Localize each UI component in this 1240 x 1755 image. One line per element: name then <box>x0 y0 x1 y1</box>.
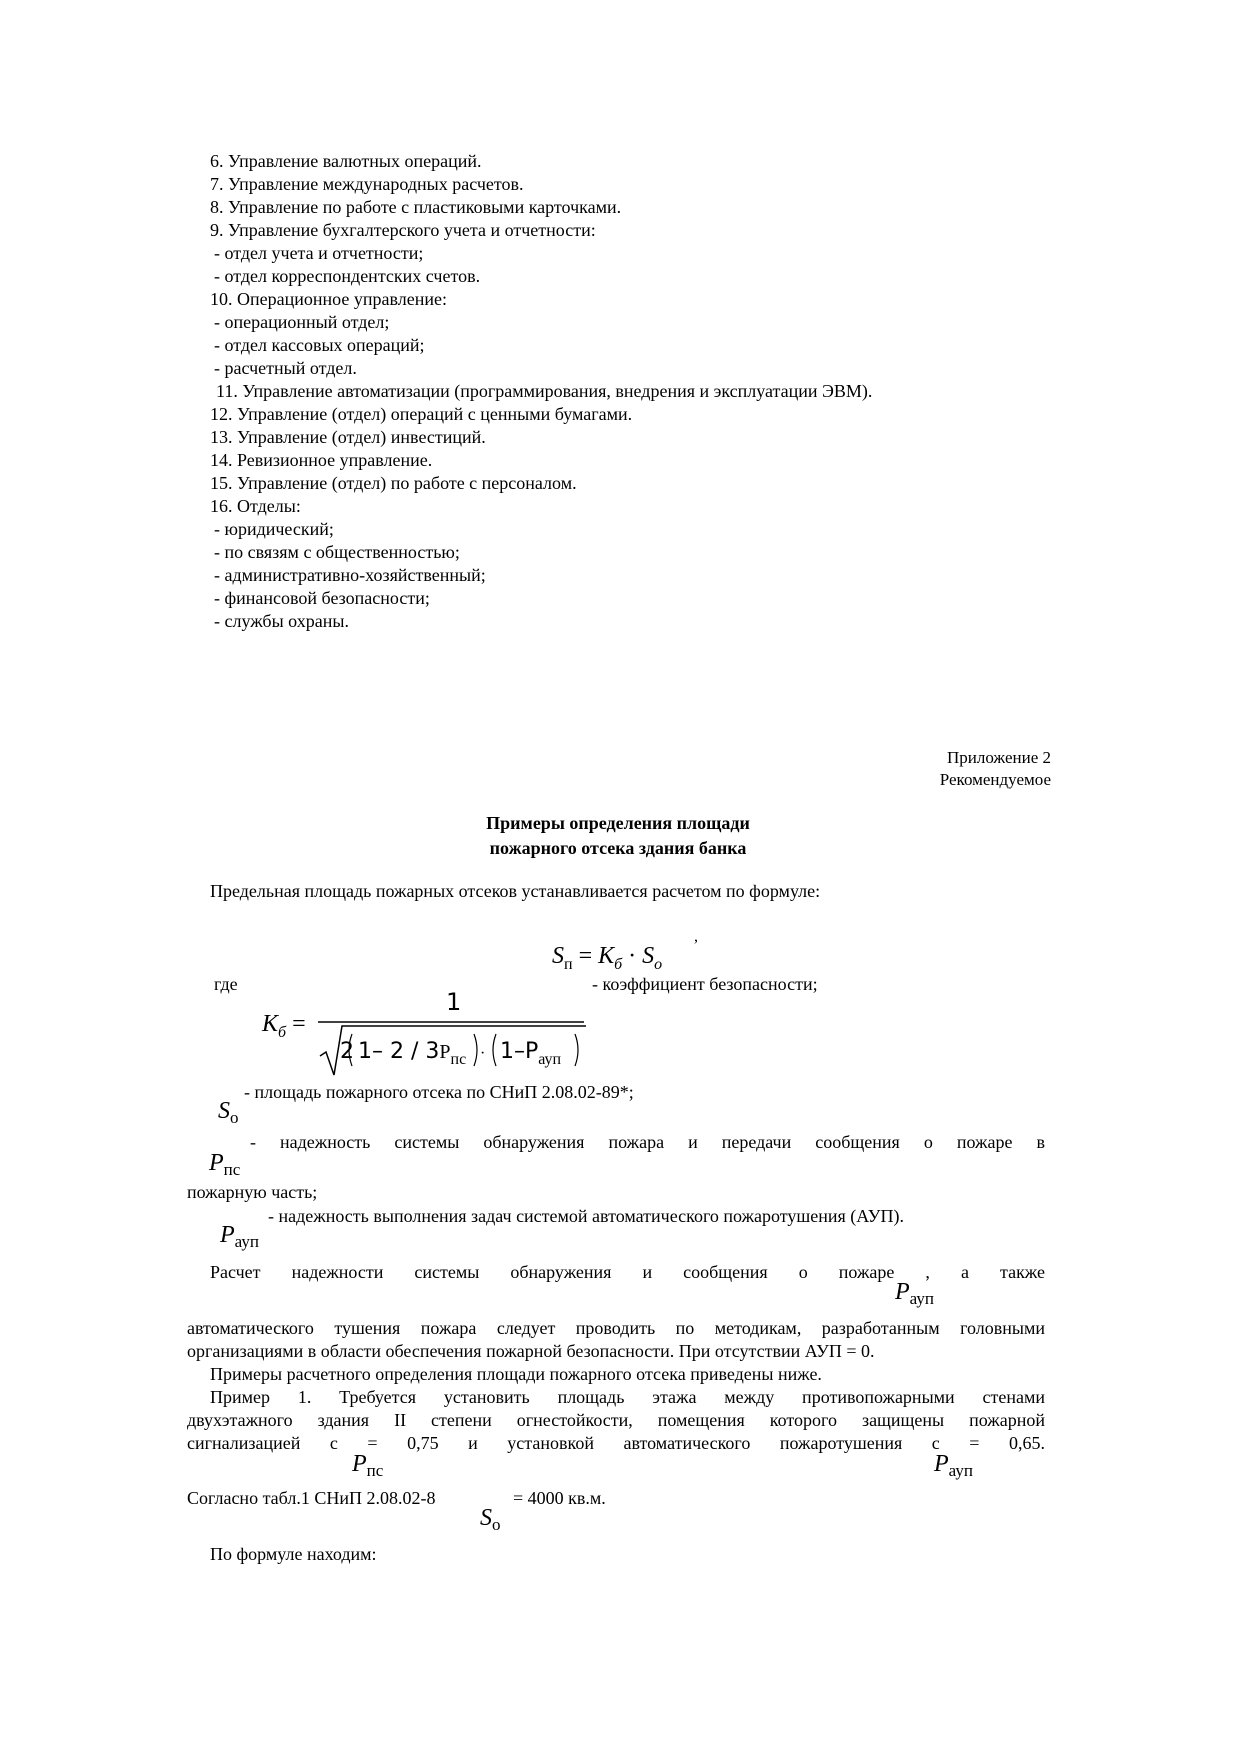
where-label: где <box>214 974 238 994</box>
list-subitem: - операционный отдел; <box>214 312 390 332</box>
paren-right <box>575 1034 578 1066</box>
symbol-sub: ауп <box>948 1461 973 1480</box>
intro-paragraph: Предельная площадь пожарных отсеков устанавливается расчетом по формуле: <box>210 881 821 901</box>
symbol-S: S <box>552 943 564 969</box>
symbol-paup <box>934 1451 973 1484</box>
appendix-status: Рекомендуемое <box>939 770 1051 789</box>
radicand-part: 1–Р <box>500 1039 539 1064</box>
list-item-9: 9. Управление бухгалтерского учета и отчетности: <box>210 220 596 240</box>
list-subitem: - расчетный отдел. <box>214 358 357 378</box>
symbol-sub: п <box>564 956 573 973</box>
section-title-line2: пожарного отсека здания банка <box>489 838 747 858</box>
section-title-line1: Примеры определения площади <box>486 813 750 833</box>
radicand <box>358 1038 466 1074</box>
symbol-pps <box>352 1451 383 1484</box>
kb-description: - коэффициент безопасности; <box>592 974 818 994</box>
symbol-P: P <box>220 1222 235 1248</box>
radicand <box>500 1038 561 1074</box>
symbol-so <box>218 1098 239 1131</box>
calc-paragraph-line2: автоматического тушения пожара следует проводить по методикам, разработанным головными <box>187 1318 1045 1338</box>
list-item-14: 14. Ревизионное управление. <box>210 450 433 470</box>
symbol-sub: пс <box>450 1051 467 1068</box>
symbol-sub: ауп <box>234 1232 259 1251</box>
list-item-12: 12. Управление (отдел) операций с ценными бумагами. <box>210 404 633 424</box>
symbol-sub: ауп <box>538 1051 562 1068</box>
appendix-number: Приложение 2 <box>947 748 1051 767</box>
formula-comma: , <box>694 928 698 945</box>
list-subitem: - службы охраны. <box>214 611 349 631</box>
symbol-K: K <box>598 943 615 969</box>
list-item-11: 11. Управление автоматизации (программирования, внедрения и эксплуатации ЭВМ). <box>216 381 873 401</box>
examples-intro: Примеры расчетного определения площади пожарного отсека приведены ниже. <box>210 1364 822 1384</box>
calc-paragraph-line1: Расчет надежности системы обнаружения и сообщения о пожаре , а также <box>210 1262 1045 1282</box>
paren-right <box>474 1034 477 1066</box>
symbol-sub: о <box>654 956 663 973</box>
radicand-part: 2 <box>340 1039 354 1064</box>
so-description: - площадь пожарного отсека по СНиП 2.08.02-89*; <box>244 1082 634 1102</box>
radicand-part: 1– 2 / 3 <box>358 1039 440 1064</box>
list-item-15: 15. Управление (отдел) по работе с персоналом. <box>210 473 577 493</box>
pps-description: - надежность системы обнаружения пожара и передачи сообщения о пожаре в <box>250 1132 1045 1152</box>
list-subitem: - отдел учета и отчетности; <box>214 243 424 263</box>
list-subitem: - отдел корреспондентских счетов. <box>214 266 481 286</box>
symbol-so <box>480 1505 501 1538</box>
paren-left <box>493 1034 496 1066</box>
list-item-6: 6. Управление валютных операций. <box>210 151 482 171</box>
list-item-7: 7. Управление международных расчетов. <box>210 174 524 194</box>
symbol-sub: о <box>492 1515 501 1534</box>
equals-sign: = <box>292 1011 306 1037</box>
symbol-sub: ауп <box>909 1289 934 1308</box>
dot-sign: · <box>480 1045 486 1062</box>
equals-sign: = <box>578 943 593 969</box>
list-item-10: 10. Операционное управление: <box>210 289 447 309</box>
symbol-S: S <box>218 1098 230 1124</box>
list-subitem: - по связям с общественностью; <box>214 542 460 562</box>
symbol-K: K <box>262 1011 279 1037</box>
symbol-sub: пс <box>366 1461 384 1480</box>
symbol-S: S <box>642 943 655 969</box>
paup-description: - надежность выполнения задач системой автоматического пожаротушения (АУП). <box>268 1206 904 1226</box>
list-subitem: - юридический; <box>214 519 334 539</box>
symbol-P: P <box>895 1279 910 1305</box>
list-subitem: - финансовой безопасности; <box>214 588 430 608</box>
radicand <box>340 1038 354 1066</box>
symbol-S: S <box>480 1505 492 1531</box>
dot-sign: · <box>628 943 637 969</box>
symbol-P: P <box>209 1150 224 1176</box>
calc-paragraph-line3: организациями в области обеспечения пожарной безопасности. При отсутствии АУП = 0. <box>187 1341 875 1361</box>
example1-line4: Согласно табл.1 СНиП 2.08.02-8 <box>187 1488 436 1508</box>
example1-line1: Пример 1. Требуется установить площадь этажа между противопожарными стенами <box>210 1387 1045 1407</box>
example1-line3: сигнализацией с = 0,75 и установкой автоматического пожаротушения с = 0,65. <box>187 1433 1045 1453</box>
pps-description-cont: пожарную часть; <box>187 1182 318 1202</box>
list-item-16: 16. Отделы: <box>210 496 301 516</box>
symbol-P: P <box>934 1451 949 1477</box>
symbol-paup <box>220 1222 259 1255</box>
list-subitem: - отдел кассовых операций; <box>214 335 425 355</box>
list-item-13: 13. Управление (отдел) инвестиций. <box>210 427 486 447</box>
symbol-P: P <box>352 1451 367 1477</box>
example1-line2: двухэтажного здания II степени огнестойкости, помещения которого защищены пожарной <box>187 1410 1045 1430</box>
symbol-pps <box>209 1150 240 1183</box>
kb-numerator: 1 <box>446 988 462 1016</box>
symbol-sub: пс <box>223 1160 241 1179</box>
list-item-8: 8. Управление по работе с пластиковыми карточками. <box>210 197 622 217</box>
list-subitem: - административно-хозяйственный; <box>214 565 486 585</box>
example1-line4-value: = 4000 кв.м. <box>513 1488 606 1508</box>
symbol-sub: о <box>230 1108 239 1127</box>
symbol-paup <box>895 1279 934 1312</box>
symbol-sub: б <box>278 1024 287 1041</box>
symbol-sub: б <box>614 956 623 973</box>
formula-find: По формуле находим: <box>210 1544 377 1564</box>
symbol-P: P <box>439 1041 451 1063</box>
